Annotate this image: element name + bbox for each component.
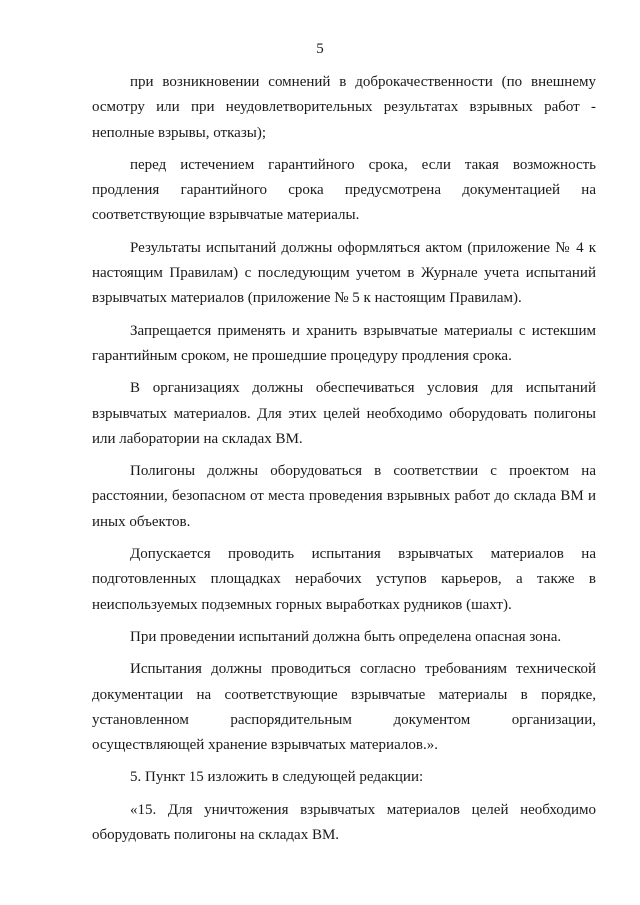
paragraph-warranty-expiry: перед истечением гарантийного срока, если такая возможность продления гарантийного срока предусмотрена документацией на соответствующие взрывчатые материалы. <box>92 156 596 224</box>
paragraph-item-15: «15. Для уничтожения взрывчатых материалов целей необходимо оборудовать полигоны на складах ВМ. <box>92 801 596 844</box>
paragraph-defect-doubt: при возникновении сомнений в доброкачественности (по внешнему осмотру или при неудовлетворительных результатах взрывных работ - неполные взрывы, отказы); <box>92 74 596 141</box>
paragraph-test-ranges: Полигоны должны оборудоваться в соответствии с проектом на расстоянии, безопасном от места проведения взрывных работ до склада ВМ и иных объектов. <box>92 463 596 530</box>
paragraph-expired-prohibition: Запрещается применять и хранить взрывчатые материалы с истекшим гарантийным сроком, не прошедшие процедуру продления срока. <box>92 322 596 364</box>
page-number: 5 <box>316 41 324 57</box>
paragraph-test-results-act: Результаты испытаний должны оформляться актом (приложение № 4 к настоящим Правилам) с последующим учетом в Журнале учета испытаний взрывчатых материалов (приложение № 5 к настоящим Правилам). <box>92 239 596 307</box>
paragraph-danger-zone: При проведении испытаний должна быть определена опасная зона. <box>130 628 562 645</box>
paragraph-allowed-test-sites: Допускается проводить испытания взрывчатых материалов на подготовленных площадках нерабочих уступов карьеров, а также в неиспользуемых подземных горных выработках рудников (шахт). <box>92 546 596 613</box>
paragraph-item-5: 5. Пункт 15 изложить в следующей редакции: <box>130 769 424 786</box>
document-body <box>92 70 596 848</box>
paragraph-testing-conditions: В организациях должны обеспечиваться условия для испытаний взрывчатых материалов. Для этих целей необходимо оборудовать полигоны или лаборатории на складах ВМ. <box>92 380 596 447</box>
paragraph-test-requirements: Испытания должны проводиться согласно требованиям технической документации на соответствующие взрывчатые материалы в порядке, установленном распорядительным документом организации, осуществляющей хранение взрывчатых материалов.». <box>92 661 596 754</box>
